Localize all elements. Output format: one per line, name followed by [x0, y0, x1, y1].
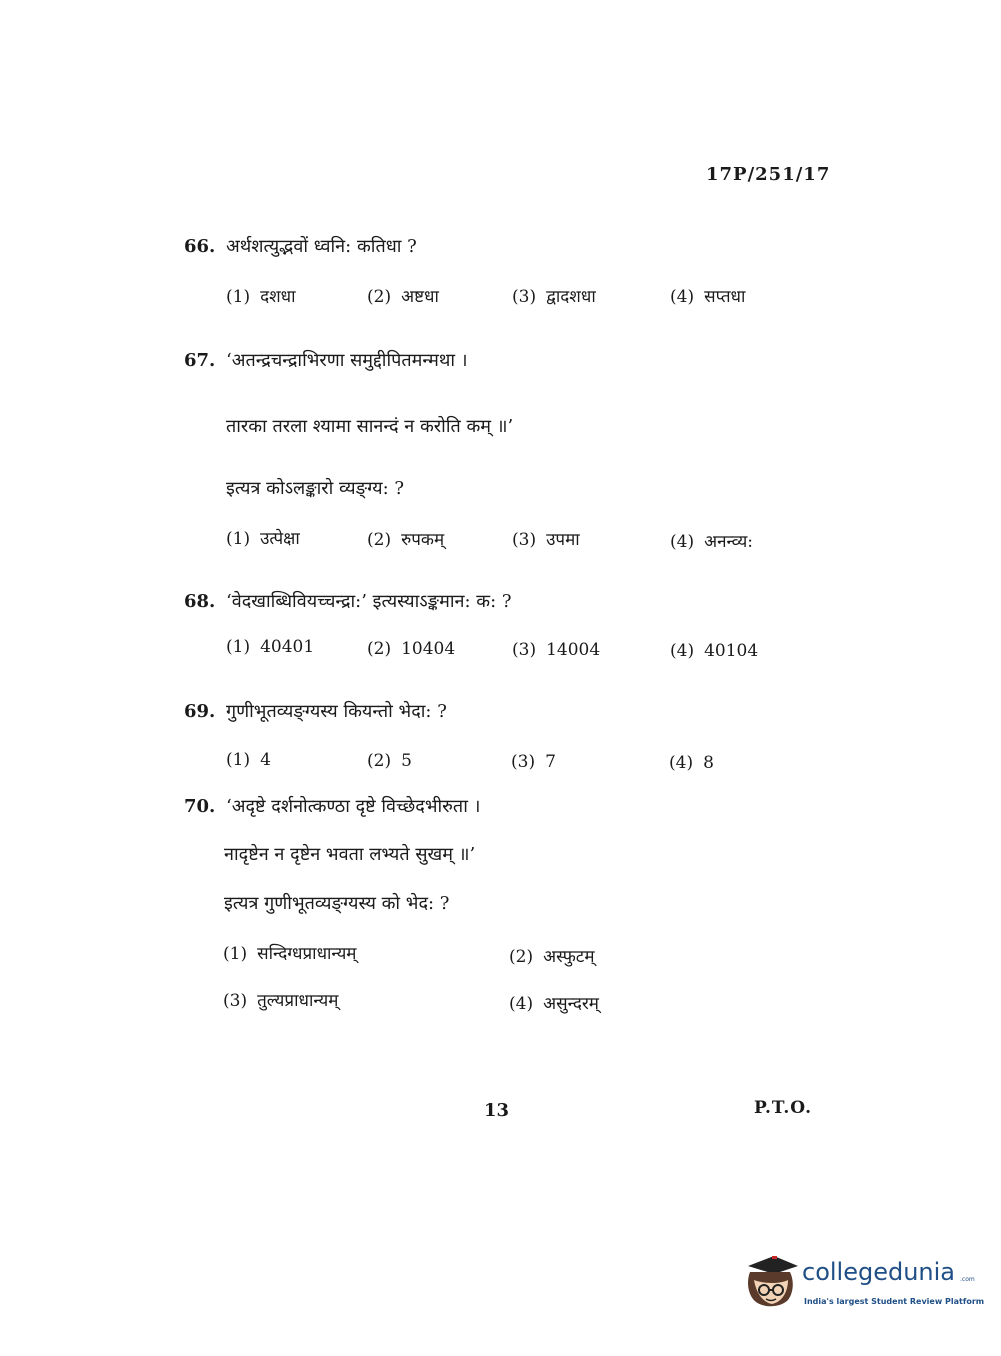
option-number: (4)	[670, 641, 695, 661]
option-text: 5	[401, 751, 412, 771]
question-number: 68.	[184, 591, 216, 612]
question-text: इत्यत्र कोऽलङ्कारो व्यङ्ग्य: ?	[226, 478, 405, 499]
option-number: (4)	[670, 532, 695, 552]
option	[226, 637, 314, 657]
question-text: अर्थशत्युद्भवों ध्वनि: कतिधा ?	[226, 236, 417, 257]
option	[512, 527, 580, 550]
option	[511, 752, 556, 772]
option-text: दशधा	[260, 287, 296, 307]
option	[509, 991, 599, 1014]
page-number: 13	[484, 1100, 510, 1121]
please-turn-over: P.T.O.	[754, 1098, 812, 1118]
option	[670, 641, 758, 661]
option-text: द्वादशधा	[546, 287, 596, 307]
option-text: 8	[703, 753, 714, 773]
option	[512, 640, 600, 660]
option	[670, 284, 745, 307]
option-number: (4)	[670, 287, 695, 307]
option-number: (3)	[512, 640, 537, 660]
option-number: (2)	[367, 530, 392, 550]
option-text: सप्तधा	[704, 287, 746, 307]
option-text: 7	[545, 752, 556, 772]
question-text: गुणीभूतव्यङ्ग्यस्य कियन्तो भेदा: ?	[226, 701, 447, 722]
question-number: 66.	[184, 236, 216, 257]
option-number: (3)	[512, 530, 537, 550]
question-text: तारका तरला श्यामा सानन्दं न करोति कम् ॥’	[226, 416, 514, 437]
brand-suffix: .com	[960, 1276, 975, 1283]
option-number: (4)	[509, 994, 534, 1014]
option-text: असुन्दरम्	[543, 994, 599, 1014]
option-number: (3)	[512, 287, 537, 307]
option-number: (2)	[509, 947, 534, 967]
question-number: 69.	[184, 701, 216, 722]
option	[509, 944, 595, 967]
option	[367, 527, 444, 550]
option-text: अनन्व्य:	[704, 532, 754, 552]
option	[512, 284, 596, 307]
option	[669, 753, 714, 773]
question-number: 67.	[184, 350, 216, 371]
question-text: इत्यत्र गुणीभूतव्यङ्ग्यस्य को भेद: ?	[224, 893, 450, 914]
question-text: ‘वेदखाब्धिवियच्चन्द्रा:’ इत्यस्याऽङ्कमान: क: ?	[226, 591, 512, 612]
option	[226, 750, 271, 770]
option	[223, 941, 356, 964]
option-number: (3)	[511, 752, 536, 772]
option-text: सन्दिग्धप्राधान्यम्	[257, 944, 357, 964]
option-number: (2)	[367, 751, 392, 771]
collegedunia-watermark	[744, 1252, 985, 1322]
option	[223, 988, 338, 1011]
option-text: तुल्यप्राधान्यम्	[257, 991, 339, 1011]
option-text: उपमा	[546, 530, 580, 550]
option-number: (1)	[223, 944, 248, 964]
option-text: अस्फुटम्	[543, 947, 595, 967]
option-text: 4	[260, 750, 271, 770]
option-text: 40401	[260, 637, 315, 657]
paper-code: 17P/251/17	[706, 164, 831, 185]
option-text: उत्पेक्षा	[260, 529, 300, 549]
option	[367, 751, 412, 771]
option	[670, 529, 753, 552]
brand-name: collegedunia	[802, 1258, 956, 1286]
question-text: नादृष्टेन न दृष्टेन भवता लभ्यते सुखम् ॥’	[224, 844, 476, 865]
option-number: (4)	[669, 753, 694, 773]
option-number: (1)	[226, 637, 251, 657]
option	[226, 526, 300, 549]
option	[367, 639, 455, 659]
option-number: (1)	[226, 529, 251, 549]
option-text: 10404	[401, 639, 456, 659]
question-text: ‘अदृष्टे दर्शनोत्कण्ठा दृष्टे विच्छेदभीरुता ।	[226, 796, 481, 817]
option	[367, 284, 439, 307]
question-number: 70.	[184, 796, 216, 817]
mascot-icon	[744, 1252, 800, 1314]
option-number: (3)	[223, 991, 248, 1011]
option-number: (1)	[226, 287, 251, 307]
option-text: 40104	[704, 641, 759, 661]
brand-tagline: India's largest Student Review Platform	[804, 1297, 985, 1306]
option-text: रुपकम्	[401, 530, 445, 550]
option-number: (1)	[226, 750, 251, 770]
option-text: 14004	[546, 640, 601, 660]
question-text: ‘अतन्द्रचन्द्राभिरणा समुद्दीपितमन्मथा ।	[226, 350, 468, 371]
option	[226, 284, 296, 307]
option-text: अष्टधा	[401, 287, 439, 307]
option-number: (2)	[367, 287, 392, 307]
option-number: (2)	[367, 639, 392, 659]
